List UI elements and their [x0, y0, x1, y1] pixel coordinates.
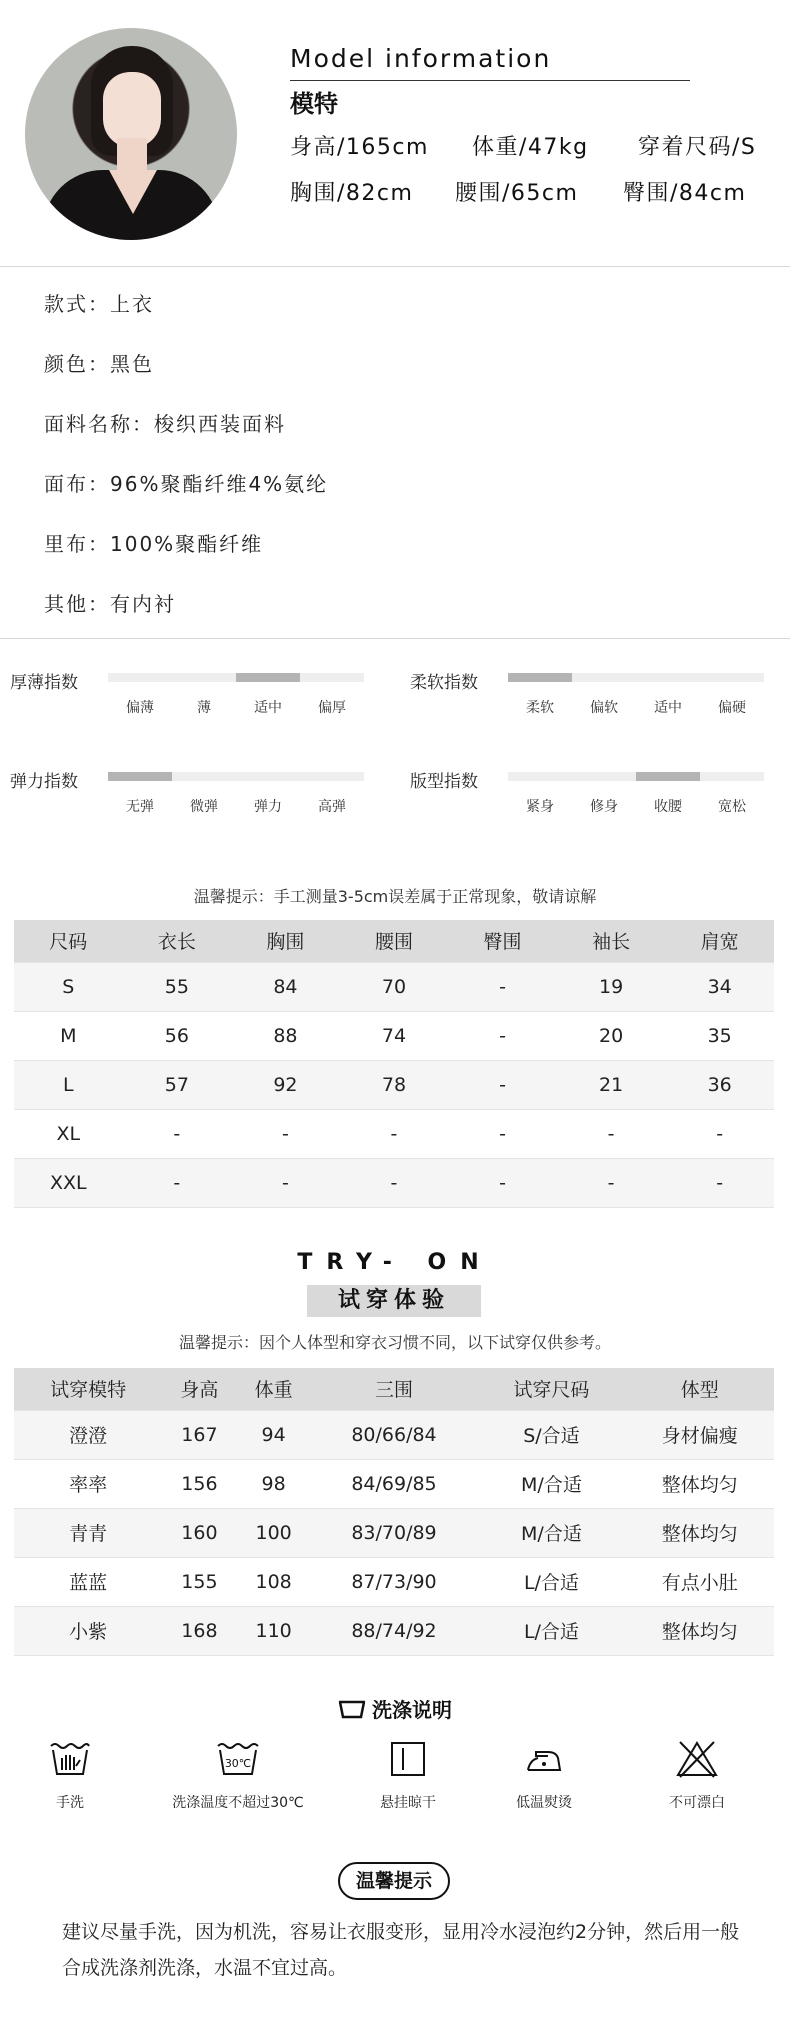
index-track — [508, 772, 764, 781]
table-cell: XXL — [14, 1158, 123, 1207]
product-other: 其他：有内衬 — [44, 592, 176, 616]
index-title: 厚薄指数 — [10, 673, 78, 693]
wash-label-temp: 洗涤温度不超过30℃ — [172, 1795, 304, 1811]
table-cell: 36 — [665, 1060, 774, 1109]
index-marker — [236, 673, 300, 682]
column-header: 臀围 — [448, 920, 557, 962]
table-cell: 87/73/90 — [311, 1557, 478, 1606]
table-cell: 70 — [340, 962, 449, 1011]
wash-title — [0, 1694, 790, 1725]
table-cell: 34 — [665, 962, 774, 1011]
model-waist: 腰围/65cm — [455, 181, 579, 206]
table-row — [14, 1557, 774, 1606]
index-title: 柔软指数 — [410, 673, 478, 693]
index-label: 无弹 — [126, 799, 154, 815]
table-cell: 156 — [162, 1459, 236, 1508]
table-cell: 20 — [557, 1011, 666, 1060]
column-header: 试穿尺码 — [477, 1368, 625, 1410]
index-marker — [636, 772, 700, 781]
table-cell: L — [14, 1060, 123, 1109]
table-cell: - — [340, 1109, 449, 1158]
table-cell: 有点小肚 — [626, 1557, 774, 1606]
column-header: 肩宽 — [665, 920, 774, 962]
product-outer-fabric: 面布：96%聚酯纤维4%氨纶 — [44, 472, 329, 496]
table-cell: 74 — [340, 1011, 449, 1060]
table-row — [14, 1410, 774, 1459]
table-cell: - — [557, 1158, 666, 1207]
table-cell: 整体均匀 — [626, 1606, 774, 1655]
wash-label-bleach: 不可漂白 — [669, 1795, 725, 1811]
tryon-table — [14, 1368, 774, 1656]
table-row — [14, 1158, 774, 1207]
table-cell: - — [231, 1109, 340, 1158]
table-cell: - — [448, 1060, 557, 1109]
table-cell: 155 — [162, 1557, 236, 1606]
tryon-title-en: TRY- ON — [297, 1250, 493, 1275]
table-cell: - — [448, 1158, 557, 1207]
table-cell: M/合适 — [477, 1459, 625, 1508]
wash-item-hand — [0, 1740, 150, 1812]
model-size: 穿着尺码/S — [638, 135, 757, 160]
wash-label-hand: 手洗 — [56, 1795, 84, 1811]
model-info-section — [0, 0, 790, 266]
table-row — [14, 1459, 774, 1508]
table-row — [14, 1011, 774, 1060]
index-title: 弹力指数 — [10, 772, 78, 792]
table-cell: 蓝蓝 — [14, 1557, 162, 1606]
tryon-note: 温馨提示：因个人体型和穿衣习惯不同，以下试穿仅供参考。 — [178, 1333, 611, 1352]
index-label: 收腰 — [654, 799, 682, 815]
index-label: 高弹 — [318, 799, 346, 815]
wash-title-text: 洗涤说明 — [372, 1698, 452, 1722]
column-header: 体型 — [626, 1368, 774, 1410]
table-cell: 84/69/85 — [311, 1459, 478, 1508]
column-header: 腰围 — [340, 920, 449, 962]
wash-label-iron: 低温熨烫 — [516, 1795, 572, 1811]
index-label: 薄 — [197, 700, 211, 716]
table-row — [14, 1606, 774, 1655]
column-header: 身高 — [162, 1368, 236, 1410]
table-cell: 80/66/84 — [311, 1410, 478, 1459]
table-cell: 澄澄 — [14, 1410, 162, 1459]
product-color: 颜色：黑色 — [44, 352, 154, 376]
table-cell: L/合适 — [477, 1606, 625, 1655]
table-cell: 98 — [237, 1459, 311, 1508]
table-cell: XL — [14, 1109, 123, 1158]
table-cell: S — [14, 962, 123, 1011]
wash-30-icon — [215, 1740, 261, 1778]
table-cell: - — [448, 1011, 557, 1060]
table-cell: 100 — [237, 1508, 311, 1557]
table-row — [14, 962, 774, 1011]
table-cell: 83/70/89 — [311, 1508, 478, 1557]
product-fabric-name: 面料名称：梭织西装面料 — [44, 412, 286, 436]
hang-dry-icon — [389, 1740, 427, 1778]
table-cell: 率率 — [14, 1459, 162, 1508]
table-cell: - — [448, 1109, 557, 1158]
table-cell: - — [557, 1109, 666, 1158]
section-divider — [0, 638, 790, 639]
column-header: 试穿模特 — [14, 1368, 162, 1410]
table-cell: 整体均匀 — [626, 1508, 774, 1557]
wash-temp-mark: 30℃ — [224, 1757, 252, 1770]
table-cell: 身材偏瘦 — [626, 1410, 774, 1459]
table-cell: - — [665, 1109, 774, 1158]
table-cell: 94 — [237, 1410, 311, 1459]
table-cell: 21 — [557, 1060, 666, 1109]
wash-item-temp — [158, 1740, 318, 1812]
column-header: 体重 — [237, 1368, 311, 1410]
table-row — [14, 1060, 774, 1109]
wash-item-bleach — [617, 1740, 777, 1812]
low-iron-icon — [522, 1740, 566, 1778]
index-label: 修身 — [590, 799, 618, 815]
model-avatar — [25, 28, 237, 240]
table-row — [14, 1109, 774, 1158]
table-cell: 168 — [162, 1606, 236, 1655]
table-cell: S/合适 — [477, 1410, 625, 1459]
index-label: 适中 — [254, 700, 282, 716]
index-marker — [508, 673, 572, 682]
product-style: 款式：上衣 — [44, 292, 154, 316]
table-cell: 19 — [557, 962, 666, 1011]
index-title: 版型指数 — [410, 772, 478, 792]
index-track — [508, 673, 764, 682]
table-cell: - — [231, 1158, 340, 1207]
no-bleach-icon — [675, 1740, 719, 1778]
column-header: 尺码 — [14, 920, 123, 962]
section-divider — [0, 266, 790, 267]
index-label: 偏厚 — [318, 700, 346, 716]
table-cell: 167 — [162, 1410, 236, 1459]
table-cell: 35 — [665, 1011, 774, 1060]
tryon-table-header-row — [14, 1368, 774, 1410]
table-cell: - — [123, 1109, 232, 1158]
table-cell: 84 — [231, 962, 340, 1011]
size-note: 温馨提示：手工测量3-5cm误差属于正常现象，敬请谅解 — [193, 887, 597, 906]
table-cell: - — [665, 1158, 774, 1207]
table-cell: 整体均匀 — [626, 1459, 774, 1508]
index-track — [108, 772, 364, 781]
column-header: 衣长 — [123, 920, 232, 962]
index-label: 微弹 — [190, 799, 218, 815]
model-weight: 体重/47kg — [472, 135, 589, 160]
table-cell: 88 — [231, 1011, 340, 1060]
model-height: 身高/165cm — [290, 135, 429, 160]
wash-tub-icon — [338, 1696, 366, 1725]
model-bust: 胸围/82cm — [290, 181, 414, 206]
tip-badge: 温馨提示 — [338, 1862, 450, 1900]
model-info-title: Model information — [290, 44, 552, 73]
tryon-title-cn: 试穿体验 — [307, 1285, 481, 1317]
hand-wash-icon — [48, 1740, 92, 1778]
index-label: 柔软 — [526, 700, 554, 716]
index-label: 宽松 — [718, 799, 746, 815]
table-cell: 78 — [340, 1060, 449, 1109]
index-track — [108, 673, 364, 682]
size-table — [14, 920, 774, 1208]
table-cell: 160 — [162, 1508, 236, 1557]
table-cell: - — [123, 1158, 232, 1207]
table-row — [14, 1508, 774, 1557]
table-cell: 56 — [123, 1011, 232, 1060]
index-marker — [108, 772, 172, 781]
index-label: 紧身 — [526, 799, 554, 815]
table-cell: M — [14, 1011, 123, 1060]
wash-item-iron — [464, 1740, 624, 1812]
table-cell: 92 — [231, 1060, 340, 1109]
index-label: 偏硬 — [718, 700, 746, 716]
table-cell: M/合适 — [477, 1508, 625, 1557]
column-header: 胸围 — [231, 920, 340, 962]
table-cell: L/合适 — [477, 1557, 625, 1606]
index-label: 弹力 — [254, 799, 282, 815]
column-header: 袖长 — [557, 920, 666, 962]
size-table-header-row — [14, 920, 774, 962]
tip-text: 建议尽量手洗，因为机洗，容易让衣服变形，显用冷水浸泡约2分钟，然后用一般合成洗涤剂洗涤，水温不宜过高。 — [62, 1921, 740, 1979]
column-header: 三围 — [311, 1368, 478, 1410]
table-cell: 小紫 — [14, 1606, 162, 1655]
model-title-rule — [290, 80, 690, 81]
table-cell: 57 — [123, 1060, 232, 1109]
model-name-label: 模特 — [290, 90, 338, 118]
table-cell: 110 — [237, 1606, 311, 1655]
table-cell: 108 — [237, 1557, 311, 1606]
table-cell: - — [448, 962, 557, 1011]
index-label: 适中 — [654, 700, 682, 716]
index-label: 偏软 — [590, 700, 618, 716]
product-lining: 里布：100%聚酯纤维 — [44, 532, 264, 556]
index-label: 偏薄 — [126, 700, 154, 716]
table-cell: - — [340, 1158, 449, 1207]
table-cell: 88/74/92 — [311, 1606, 478, 1655]
wash-label-hang: 悬挂晾干 — [380, 1795, 436, 1811]
model-hip: 臀围/84cm — [623, 181, 747, 206]
table-cell: 55 — [123, 962, 232, 1011]
table-cell: 青青 — [14, 1508, 162, 1557]
